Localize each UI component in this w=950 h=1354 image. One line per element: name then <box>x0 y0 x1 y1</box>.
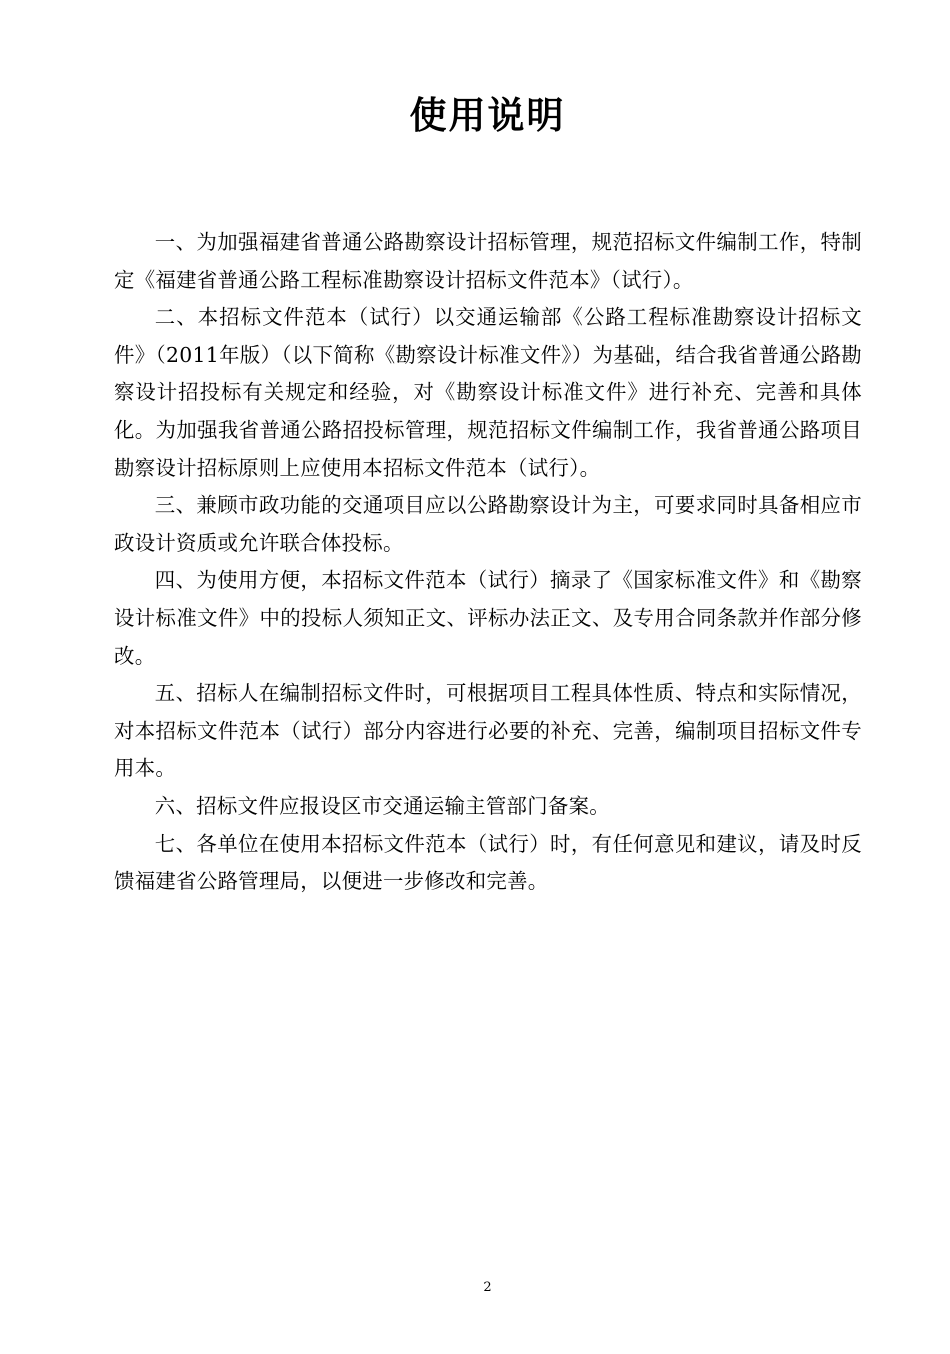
paragraph-5: 五、招标人在编制招标文件时，可根据项目工程具体性质、特点和实际情况，对本招标文件范本（试行）部分内容进行必要的补充、完善，编制项目招标文件专用本。 <box>114 681 862 781</box>
paragraph-3: 三、兼顾市政功能的交通项目应以公路勘察设计为主，可要求同时具备相应市政设计资质或允许联合体投标。 <box>114 493 862 555</box>
paragraph-4: 四、为使用方便，本招标文件范本（试行）摘录了《国家标准文件》和《勘察设计标准文件》中的投标人须知正文、评标办法正文、及专用合同条款并作部分修改。 <box>114 568 862 668</box>
document-body <box>114 224 862 901</box>
paragraph-6: 六、招标文件应报设区市交通运输主管部门备案。 <box>154 793 610 818</box>
page-title: 使用说明 <box>409 94 566 137</box>
page-number: 2 <box>483 1280 492 1295</box>
paragraph-1: 一、为加强福建省普通公路勘察设计招标管理，规范招标文件编制工作，特制定《福建省普通公路工程标准勘察设计招标文件范本》（试行）。 <box>114 230 862 292</box>
paragraph-2: 二、本招标文件范本（试行）以交通运输部《公路工程标准勘察设计招标文件》（2011年版）（以下简称《勘察设计标准文件》）为基础，结合我省普通公路勘察设计招投标有关规定和经验，对《勘察设计标准文件》进行补充、完善和具体化。为加强我省普通公路招投标管理，规范招标文件编制工作，我省普通公路项目勘察设计招标原则上应使用本招标文件范本（试行）。 <box>114 305 862 480</box>
paragraph-7: 七、各单位在使用本招标文件范本（试行）时，有任何意见和建议，请及时反馈福建省公路管理局，以便进一步修改和完善。 <box>114 831 862 894</box>
